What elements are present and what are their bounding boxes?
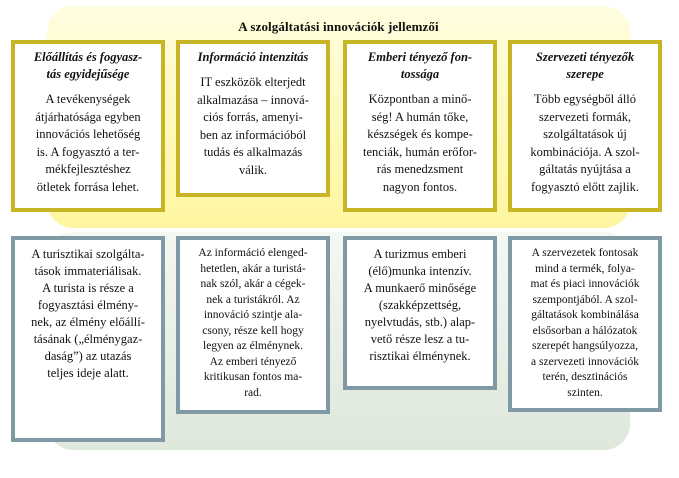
characteristic-heading-1: Előállítás és fogyasz- tás egyidejűsége <box>33 50 143 81</box>
characteristic-heading-2: Információ intenzitás <box>197 50 309 64</box>
characteristic-box-2 <box>176 40 330 197</box>
characteristic-description-3: Központban a minő- ség! A humán tőke, készségek és kompe- tenciák, humán erőfor- rás menedzsment nagyon fontos. <box>363 92 477 194</box>
characteristic-description-4: Több egységből álló szervezeti formák, szolgáltatások új kombinációja. A szol- gáltatás nyújtása a fogyasztó előtt zajlik. <box>530 92 640 194</box>
tourism-box-4 <box>508 236 662 412</box>
tourism-text-1: A turisztikai szolgálta- tások immateriálisak. A turista is része a fogyasztási élmény- nek, az élmény előállí- tásának („élménygaz- daság”) az utazás teljes ideje alatt. <box>31 247 145 380</box>
characteristic-box-3 <box>343 40 497 212</box>
tourism-box-3 <box>343 236 497 390</box>
characteristic-heading-3: Emberi tényező fon- tossága <box>367 50 473 81</box>
tourism-box-2 <box>176 236 330 414</box>
tourism-box-1 <box>11 236 165 442</box>
diagram-title: A szolgáltatási innovációk jellemzői <box>238 19 439 34</box>
tourism-text-2: Az információ elenged- hetetlen, akár a turistá- nak szól, akár a cégek- nek a turistákról. Az innováció szintje ala- csony, része kell hogy legyen az élménynek. Az emberi tényező kritikusan fontos ma- rad. <box>198 247 308 399</box>
tourism-text-3: A turizmus emberi (élő)munka intenzív. A munkaerő minősége (szakképzettség, nyelvtudás, stb.) alap- vető része lesz a tu- risztikai élménynek. <box>363 247 477 363</box>
characteristic-heading-4: Szervezeti tényezők szerepe <box>535 50 635 81</box>
characteristic-box-4 <box>508 40 662 212</box>
characteristic-description-1: A tevékenységek átjárhatósága egyben innovációs lehetőség is. A fogyasztó a ter- mékfejlesztéshez ötletek forrása lehet. <box>35 92 141 194</box>
tourism-text-4: A szervezetek fontosak mind a termék, folya- mat és piaci innovációk szempontjából. A szol- gáltatások kombinálása elsősorban a hálózatok szerepét hangsúlyozza, a szervezeti innovációk terén, desztinációs szinten. <box>530 247 640 399</box>
characteristic-box-1 <box>11 40 165 212</box>
characteristic-description-2: IT eszközök elterjedt alkalmazása – innová- ciós forrás, amenyi- ben az információból tudás és alkalmazás válik. <box>197 75 309 177</box>
